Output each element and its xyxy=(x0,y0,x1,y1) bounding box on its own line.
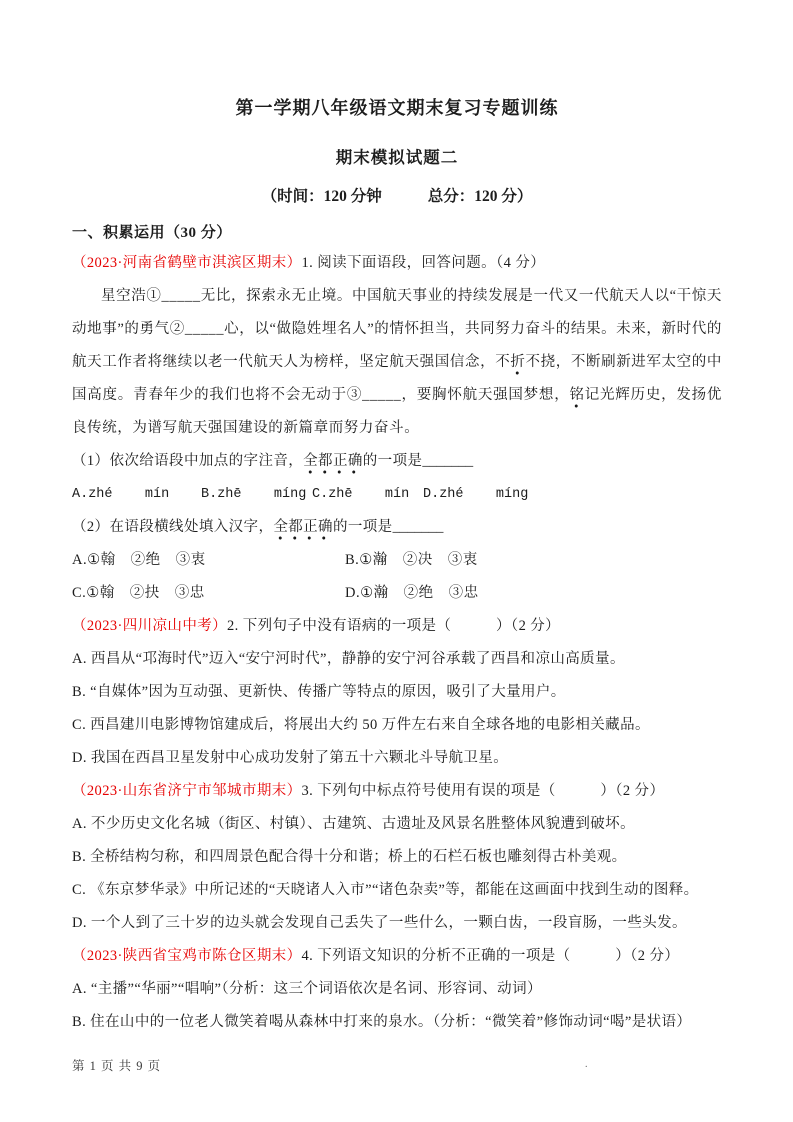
page-footer: 第 1 页 共 9 页 xyxy=(72,1059,162,1073)
option-c: C.zhē mín xyxy=(312,487,410,502)
option-c: C.①翰 ②抉 ③忠 xyxy=(72,585,205,601)
section-heading: 一、积累运用（30 分） xyxy=(72,225,232,241)
subq1-text-post: 的一项是 xyxy=(362,453,423,469)
question-3 xyxy=(72,775,722,940)
option-a: A.zhé mín xyxy=(72,487,170,502)
q4-option-a: A. “主播”“华丽”“唱响”（分析：这三个词语依次是名词、形容词、动词） xyxy=(72,981,542,997)
answer-blank: _______ xyxy=(392,519,444,535)
option-a: A.①翰 ②绝 ③衷 xyxy=(72,552,206,568)
q1-subquestion-1 xyxy=(72,445,722,478)
question-2 xyxy=(72,610,722,775)
q3-option-a: A. 不少历史文化名城（街区、村镇）、古建筑、古遗址及风景名胜整体风貌遭到破坏。 xyxy=(72,816,635,832)
passage-segment: 记光辉历史，发扬优良传统，为谱写航天强国建设的新篇章而努力奋斗。 xyxy=(72,387,722,436)
exam-time: （时间：120 分钟 xyxy=(261,188,382,205)
passage-segment: 星空浩①_____无比，探索永无止境。中国航天事业的持续发展是一代又一代航天人以“干惊天动地事”的勇气②_____心，以“做隐姓埋名人”的情怀担当，共同努力奋斗的结果。未来，新时代的航天工作者将继续以老一代航天人为榜样，坚定航天强国信念，不 xyxy=(72,288,722,370)
option-b: B.①瀚 ②决 ③衷 xyxy=(345,552,478,568)
q4-source-tag: （2023·陕西省宝鸡市陈仓区期末） xyxy=(72,948,302,964)
question-4 xyxy=(72,940,722,1039)
page-subtitle: 期末模拟试题二 xyxy=(335,148,459,167)
q1-passage xyxy=(72,280,722,445)
option-d: D.zhé míng xyxy=(423,487,529,502)
page-title: 第一学期八年级语文期末复习专题训练 xyxy=(235,98,559,118)
q4-stem: 4. 下列语文知识的分析不正确的一项是（ ）（2 分） xyxy=(301,948,680,964)
q4-option-b: B. 住在山中的一位老人微笑着喝从森林中打来的泉水。（分析：“微笑着”修饰动词“喝”是状语） xyxy=(72,1014,692,1030)
q1-stem: 1. 阅读下面语段，回答问题。（4 分） xyxy=(301,255,546,271)
q4-header xyxy=(72,940,722,973)
stray-mark: . xyxy=(585,1059,588,1070)
subq2-emphasis: 全都正确 xyxy=(273,519,333,541)
q3-option-d: D. 一个人到了三十岁的边头就会发现自己丢失了一些什么，一颗白齿，一段盲肠，一些头发。 xyxy=(72,915,687,931)
q2-source-tag: （2023·四川凉山中考） xyxy=(72,618,228,634)
exam-total-score: 总分：120 分） xyxy=(427,188,533,205)
q3-stem: 3. 下列句中标点符号使用有误的项是（ ）（2 分） xyxy=(301,783,665,799)
question-1 xyxy=(72,247,722,610)
emphasized-char-zhe: 折 xyxy=(510,354,525,376)
q3-option-b: B. 全桥结构匀称，和四周景色配合得十分和谐；桥上的石栏石板也雕刻得古朴美观。 xyxy=(72,849,627,865)
q2-option-c: C. 西昌建川电影博物馆建成后，将展出大约 50 万件左右来自全球各地的电影相关藏品。 xyxy=(72,717,650,733)
q2-option-d: D. 我国在西昌卫星发射中心成功发射了第五十六颗北斗导航卫星。 xyxy=(72,750,509,766)
q1-header xyxy=(72,247,722,280)
subq2-text-post: 的一项是 xyxy=(332,519,393,535)
q2-stem: 2. 下列句子中没有语病的一项是（ ）（2 分） xyxy=(227,618,561,634)
q1-pinyin-options xyxy=(72,478,722,511)
q3-header xyxy=(72,775,722,808)
passage-segment: 不挠，不断刷新进军太空的中国高度。青春年少的我们也将不会无动于③_____，要胸怀航天强国梦想， xyxy=(72,354,722,403)
q2-option-a: A. 西昌从“邛海时代”迈入“安宁河时代”，静静的安宁河谷承载了西昌和凉山高质量。 xyxy=(72,651,625,667)
q1-source-tag: （2023·河南省鹤壁市淇滨区期末） xyxy=(72,255,302,271)
q1-hanzi-options xyxy=(72,544,722,610)
q2-header xyxy=(72,610,722,643)
subq1-text: （1）依次给语段中加点的字注音， xyxy=(72,453,304,469)
subq1-emphasis: 全都正确 xyxy=(303,453,363,475)
subq2-text: （2）在语段横线处填入汉字， xyxy=(72,519,274,535)
answer-blank: _______ xyxy=(422,453,474,469)
option-d: D.①瀚 ②绝 ③忠 xyxy=(345,585,479,601)
q3-source-tag: （2023·山东省济宁市邹城市期末） xyxy=(72,783,302,799)
emphasized-char-ming: 铭 xyxy=(569,387,584,409)
q1-subquestion-2 xyxy=(72,511,722,544)
option-b: B.zhē míng xyxy=(201,487,307,502)
q2-option-b: B. “自媒体”因为互动强、更新快、传播广等特点的原因，吸引了大量用户。 xyxy=(72,684,566,700)
q3-option-c: C. 《东京梦华录》中所记述的“天晓诸人入市”“诸色杂卖”等，都能在这画面中找到生动的图释。 xyxy=(72,882,699,898)
exam-meta xyxy=(72,185,722,209)
